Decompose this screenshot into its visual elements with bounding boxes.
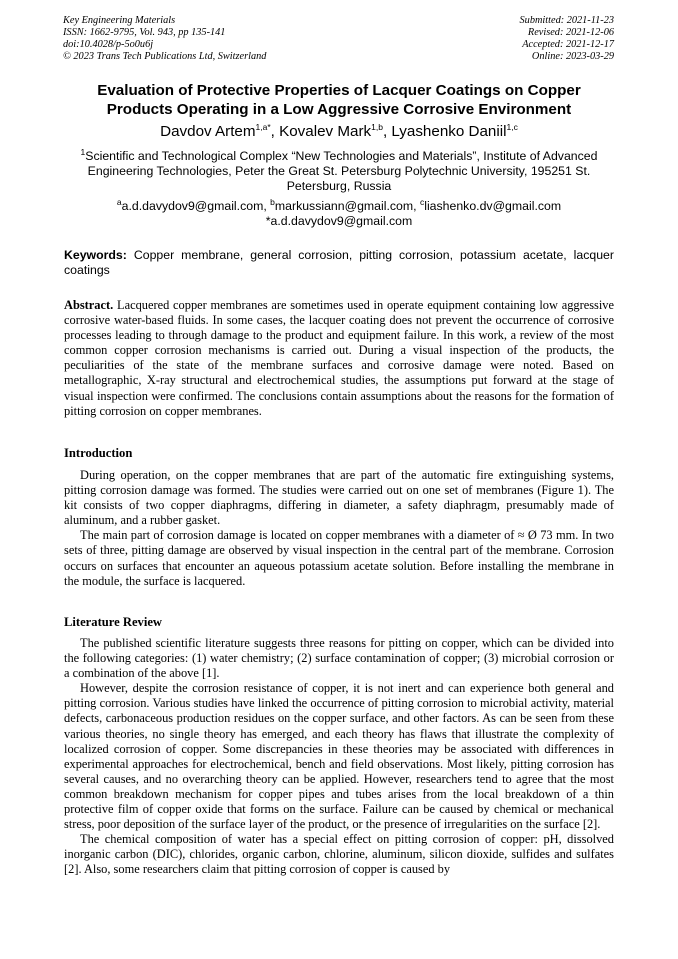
author-affil-sup: 1,a*: [255, 121, 271, 132]
section-heading-literature-review: Literature Review: [64, 615, 163, 629]
author-name: Kovalev Mark: [279, 123, 372, 140]
author-name: Davdov Artem: [160, 123, 256, 140]
abstract-paragraph: [64, 298, 614, 419]
email-sup: a: [116, 196, 122, 207]
author-sep: ,: [382, 123, 392, 140]
corresponding-email[interactable]: *a.d.davydov9@gmail.com: [265, 214, 413, 228]
paper-title: Evaluation of Protective Properties of Lacquer Coatings on Copper Products Operating in a Low Aggressive Corrosive Environment: [97, 82, 581, 118]
date-accepted: Accepted: 2021-12-17: [522, 39, 614, 50]
email-line: [64, 196, 614, 214]
email-sep: ,: [263, 199, 271, 213]
email-sup: b: [270, 196, 275, 207]
literature-review-body: [64, 636, 614, 878]
submission-dates: [520, 15, 614, 63]
author-sep: ,: [270, 123, 280, 140]
email-link[interactable]: liashenko.dv@gmail.com: [424, 199, 562, 213]
keywords: [64, 248, 614, 278]
date-online: Online: 2023-03-29: [531, 51, 614, 62]
paragraph: The chemical composition of water has a special effect on pitting corrosion of copper: pH, dissolved inorganic carbon (DIC), chlorides, organic carbon, chlorine, aluminum, silicon dioxide, sulfides and sulfates [2]. Also, some researchers claim that pitting corrosion of copper is caused by: [64, 832, 614, 877]
affiliation-text: Scientific and Technological Complex “New Technologies and Materials”, Institute of Advanced Engineering Technologies, Peter the Great St. Petersburg Polytechnic University, 195251 St. Petersburg, Russia: [85, 149, 598, 193]
author-name: Lyashenko Daniil: [391, 123, 507, 140]
paragraph: However, despite the corrosion resistance of copper, it is not inert and can experience both general and pitting corrosion. Various studies have linked the occurrence of pitting corrosion to microbial activity, material defects, carbonaceous production residues on the copper surface, and other factors. As can be seen from these various theories, no single theory has emerged, and each theory has flaws that illustrate the complexity of localized corrosion of copper. Some discrepancies in these theories may be associated with differences in experimental approaches for electrochemical, bench and field observations. Most likely, pitting corrosion has several causes, and no overarching theory can be applied. However, researchers tend to agree that the most common breakdown mechanism for copper pipes and tubes arises from the local breakdown of a thin protective film of copper oxide that forms on the surface. Failure can be caused by chemical or mechanical stress, poor deposition of the surface layer of the product, or the presence of irregularities on the surface [2].: [64, 681, 614, 832]
section-heading-introduction: Introduction: [64, 446, 133, 460]
date-revised: Revised: 2021-12-06: [527, 27, 614, 38]
journal-issn: ISSN: 1662-9795, Vol. 943, pp 135-141: [63, 27, 226, 38]
author-affil-sup: 1,c: [506, 121, 518, 132]
journal-info: [63, 15, 266, 63]
keywords-label: Keywords:: [64, 248, 127, 262]
affiliation: [64, 146, 614, 194]
email-sep: ,: [413, 199, 420, 213]
email-link[interactable]: a.d.davydov9@gmail.com: [121, 199, 264, 213]
email-sup: c: [419, 196, 425, 207]
abstract-text: Lacquered copper membranes are sometimes used in operate equipment containing low aggressive corrosive water-based fluids. In some cases, the lacquer coating does not prevent the occurrence of corrosive processes leading to through damage to the product and equipment failure. In this work, a review of the most common copper corrosion mechanisms is carried out. During a visual inspection of the products, the peculiarities of the state of the membrane surfaces and corrosive damage were noted. Based on metallographic, X-ray structural and electrochemical studies, the assumptions put forward at the stage of visual inspection were confirmed. The conclusions contain assumptions about the reasons for the formation of pitting corrosion on copper membranes.: [64, 298, 614, 418]
abstract: [64, 298, 614, 419]
introduction-body: [64, 468, 614, 589]
email-link[interactable]: markussiann@gmail.com: [274, 199, 414, 213]
paragraph: The published scientific literature suggests three reasons for pitting on copper, which can be divided into the following categories: (1) water chemistry; (2) surface contamination of copper; (3) microbial corrosion or a combination of the above [1].: [64, 636, 614, 681]
date-submitted: Submitted: 2021-11-23: [519, 15, 614, 26]
author-affil-sup: 1,b: [371, 121, 383, 132]
affiliation-sup: 1: [80, 146, 86, 157]
journal-name: Key Engineering Materials: [63, 15, 176, 26]
keywords-text: Copper membrane, general corrosion, pitting corrosion, potassium acetate, lacquer coatings: [64, 248, 614, 277]
journal-copyright: © 2023 Trans Tech Publications Ltd, Switzerland: [63, 51, 267, 62]
paragraph: During operation, on the copper membranes that are part of the automatic fire extinguishing systems, pitting corrosion damage was formed. The studies were carried out on one set of membranes (Figure 1). The kit consists of two copper diaphragms, differing in diameter, a safety diaphragm, presumably made of aluminum, and a rubber gasket.: [64, 468, 614, 528]
abstract-label: Abstract.: [64, 298, 114, 312]
author-list: [64, 122, 614, 142]
journal-doi: doi:10.4028/p-5o0u6j: [63, 39, 154, 50]
author-emails: [64, 196, 614, 229]
paragraph: The main part of corrosion damage is located on copper membranes with a diameter of ≈ Ø 73 mm. In two sets of three, pitting damage are observed by visual inspection in the central part of the membrane. Corrosion occurs on surfaces that encounter an aqueous potassium acetate solution. Before installing the membrane in the module, the surface is lacquered.: [64, 528, 614, 588]
